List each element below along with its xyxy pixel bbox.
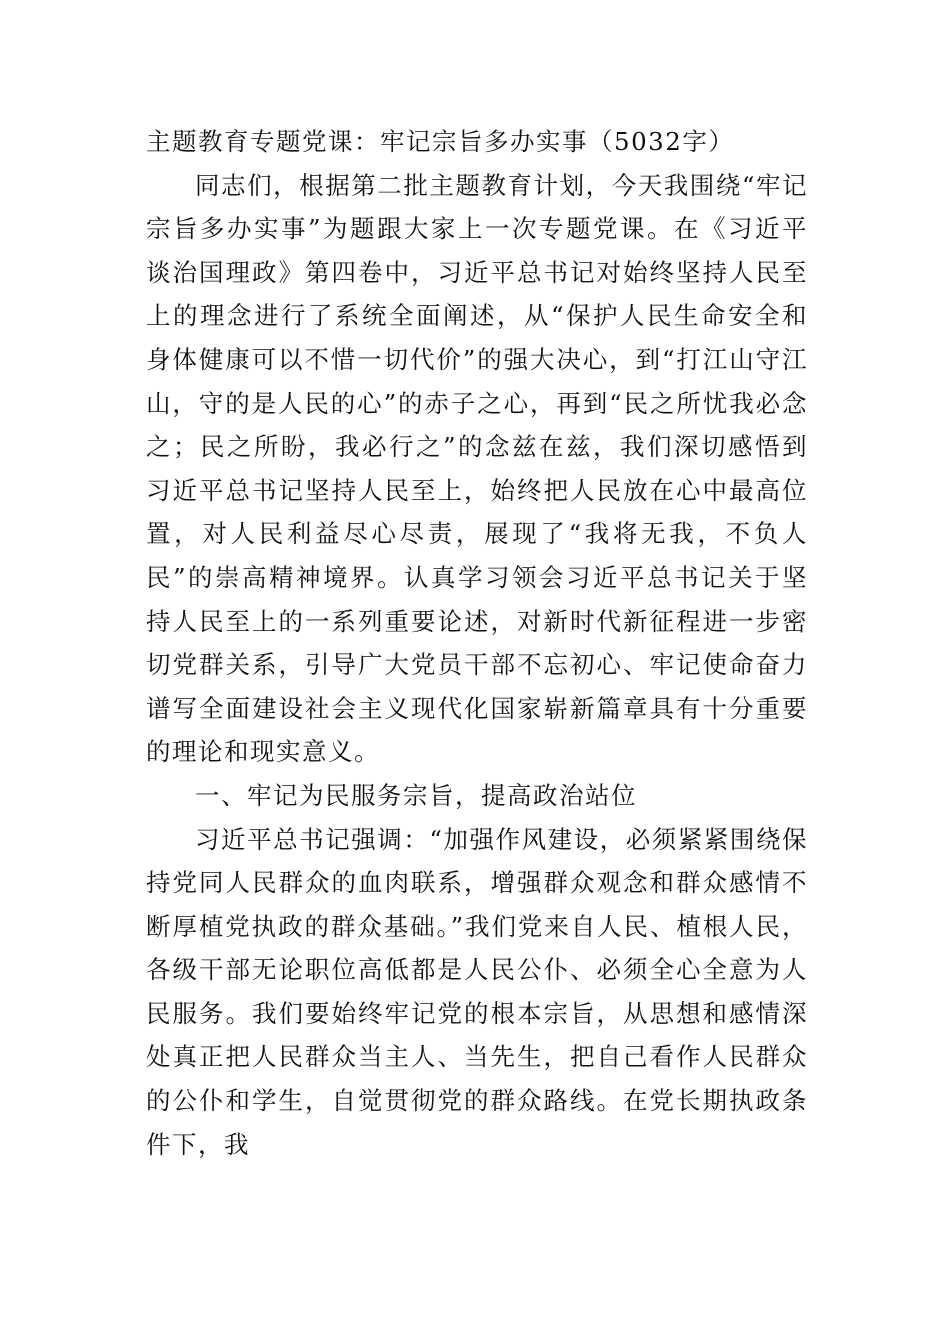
section-paragraph: 习近平总书记强调：“加强作风建设，必须紧紧围绕保持党同人民群众的血肉联系，增强群众观念和群众感情不断厚植党执政的群众基础。”我们党来自人民、植根人民，各级干部无论职位高低都是人民公仆、必须全心全意为人民服务。我们要始终牢记党的根本宗旨，从思想和感情深处真正把人民群众当主人、当先生，把自己看作人民群众的公仆和学生，自觉贯彻党的群众路线。在党长期执政条件下，我 [146,824,808,1159]
document-title: 主题教育专题党课：牢记宗旨多办实事（5032字） [146,127,735,156]
intro-paragraph: 同志们，根据第二批主题教育计划，今天我围绕“牢记宗旨多办实事”为题跟大家上一次专题党课。在《习近平谈治国理政》第四卷中，习近平总书记对始终坚持人民至上的理念进行了系统全面阐述，从“保护人民生命安全和身体健康可以不惜一切代价”的强大决心，到“打江山守江山，守的是人民的心”的赤子之心，再到“民之所忧我必念之；民之所盼，我必行之”的念兹在兹，我们深切感悟到习近平总书记坚持人民至上，始终把人民放在心中最高位置，对人民利益尽心尽责，展现了“我将无我，不负人民”的崇高精神境界。认真学习领会习近平总书记关于坚持人民至上的一系列重要论述，对新时代新征程进一步密切党群关系，引导广大党员干部不忘初心、牢记使命奋力谱写全面建设社会主义现代化国家崭新篇章具有十分重要的理论和现实意义。 [146,170,808,767]
section-heading: 一、牢记为民服务宗旨，提高政治站位 [195,780,637,810]
document-body [146,120,808,1166]
